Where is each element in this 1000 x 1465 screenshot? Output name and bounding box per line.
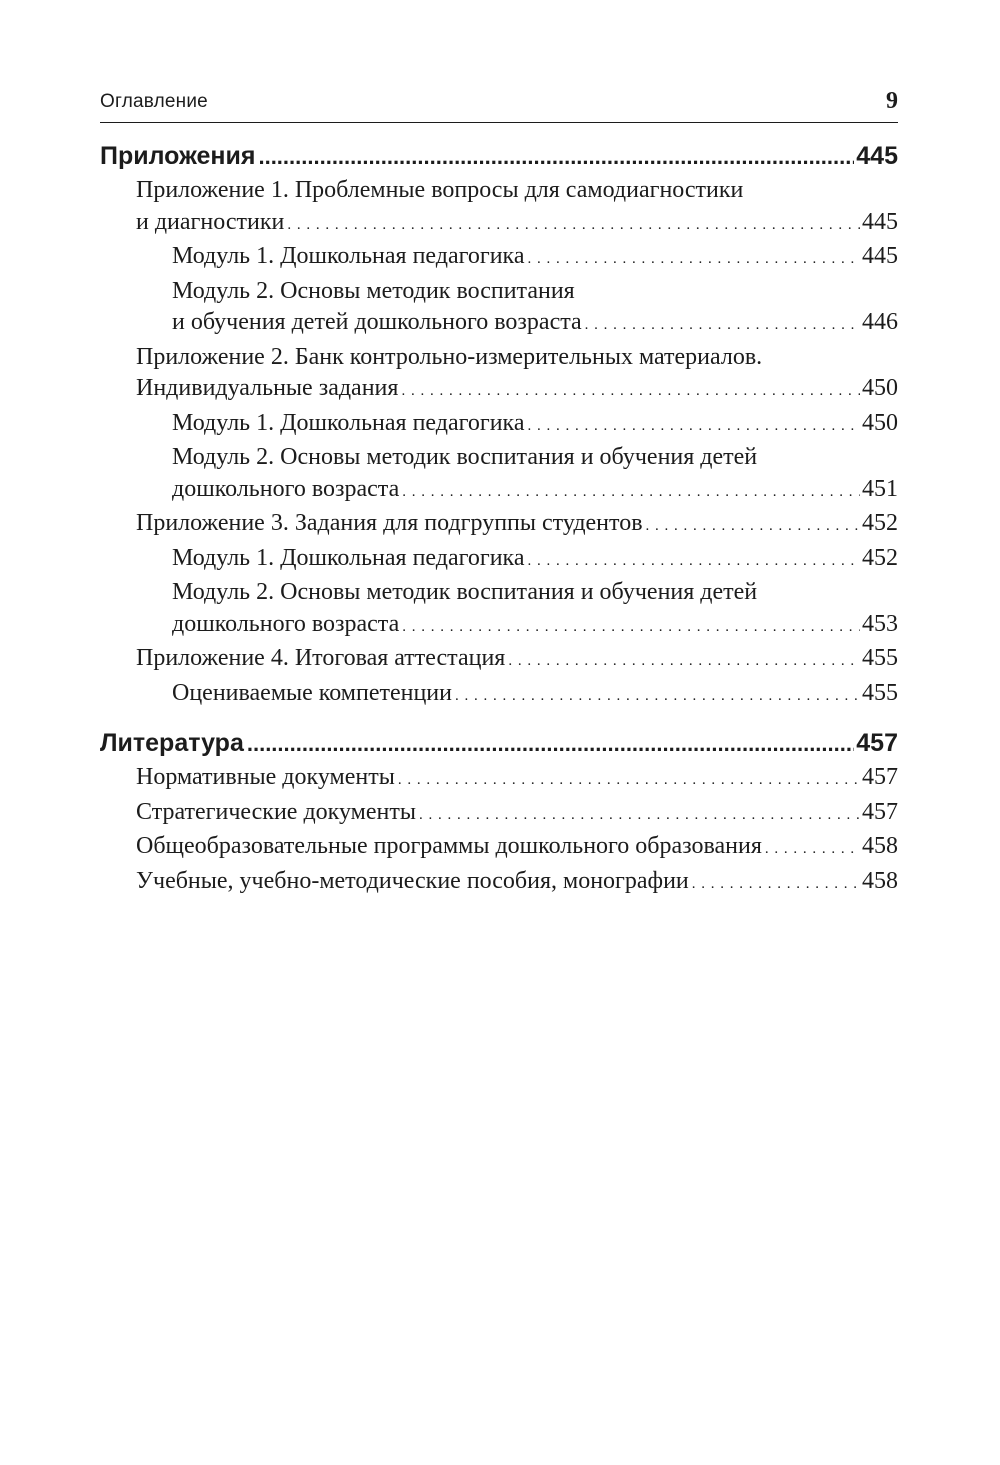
toc-page-number: 457 [862,798,898,825]
toc-entry-general-programs [100,831,898,866]
toc-entry-appendix-1 [100,175,898,241]
toc-page-number: 451 [862,475,898,502]
leader-dots [398,765,860,797]
leader-dots [258,139,854,175]
toc-entry-label-line1: Модуль 2. Основы методик воспитания [172,277,575,304]
toc-page-number: 453 [862,610,898,637]
toc-entry-label: Учебные, учебно-методические пособия, монографии [136,867,689,894]
toc-entry-appendix-4 [100,643,898,678]
toc-entry-label-line2: дошкольного возраста [172,475,400,502]
leader-dots [528,411,861,443]
toc-entry-appendix-4-competencies [100,678,898,713]
toc-entry-appendix-3 [100,508,898,543]
toc-entry-label: Нормативные документы [136,764,395,790]
table-of-contents [100,138,898,900]
header-title: Оглавление [100,91,208,112]
toc-section-label: Литература [100,729,244,757]
toc-page-number: 450 [862,409,898,436]
toc-entry-appendix-2 [100,342,898,408]
leader-dots [692,869,860,901]
toc-page-number: 455 [862,679,898,706]
toc-entry-label: Приложение 3. Задания для подгруппы студентов [136,510,643,536]
toc-entry-normative-documents [100,762,898,797]
toc-entry-appendix-2-module-2 [100,442,898,508]
toc-page-number: 452 [862,510,898,536]
toc-entry-label-line2: Индивидуальные задания [136,375,399,401]
running-header [100,88,898,123]
toc-entry-label-line2: дошкольного возраста [172,610,400,637]
toc-page-number: 455 [862,645,898,671]
toc-page-number: 457 [856,729,898,757]
section-spacer [100,712,898,725]
toc-entry-label: Модуль 1. Дошкольная педагогика [172,544,525,571]
toc-entry-appendix-3-module-2 [100,577,898,643]
toc-page-number: 446 [862,309,898,335]
leader-dots [401,376,860,408]
toc-page-number: 458 [862,867,898,894]
leader-dots [528,244,861,276]
leader-dots [419,800,860,832]
toc-entry-label-line1: Модуль 2. Основы методик воспитания и обучения детей [172,444,758,470]
toc-entry-label: Общеобразовательные программы дошкольного образования [136,833,762,859]
toc-entry-textbooks [100,866,898,901]
toc-entry-appendix-3-module-1 [100,543,898,578]
toc-page-number: 445 [856,142,898,170]
toc-entry-label: Модуль 1. Дошкольная педагогика [172,409,525,436]
toc-entry-appendix-2-module-1 [100,408,898,443]
toc-entry-appendix-1-module-1 [100,241,898,276]
leader-dots [528,546,861,578]
toc-page-number: 457 [862,764,898,790]
leader-dots [402,477,860,509]
toc-page-number: 445 [862,243,898,269]
leader-dots [508,646,860,678]
toc-entry-label: Стратегические документы [136,798,416,825]
leader-dots [287,210,860,242]
toc-page-number: 452 [862,544,898,571]
toc-entry-label-line2: и диагностики [136,208,285,235]
leader-dots [765,834,860,866]
toc-entry-label-line2: и обучения детей дошкольного возраста [172,309,582,335]
toc-section-label: Приложения [100,142,256,170]
toc-entry-label-line1: Приложение 1. Проблемные вопросы для самодиагностики [136,177,744,203]
toc-entry-label-line1: Модуль 2. Основы методик воспитания и обучения детей [172,579,758,605]
leader-dots [455,681,860,713]
toc-page-number: 458 [862,833,898,859]
toc-page-number: 445 [862,208,898,235]
toc-section-appendices [100,138,898,175]
toc-entry-label: Модуль 1. Дошкольная педагогика [172,243,525,269]
toc-entry-appendix-1-module-2 [100,276,898,342]
leader-dots [585,310,860,342]
leader-dots [402,612,860,644]
toc-page-number: 450 [862,375,898,401]
toc-section-literature [100,725,898,762]
toc-entry-label: Оцениваемые компетенции [172,679,452,706]
leader-dots [247,726,854,762]
toc-entry-label-line1: Приложение 2. Банк контрольно-измерительных материалов. [136,343,763,370]
toc-entry-label: Приложение 4. Итоговая аттестация [136,645,506,671]
leader-dots [646,511,860,543]
header-page-number: 9 [886,88,898,114]
toc-entry-strategic-documents [100,797,898,832]
